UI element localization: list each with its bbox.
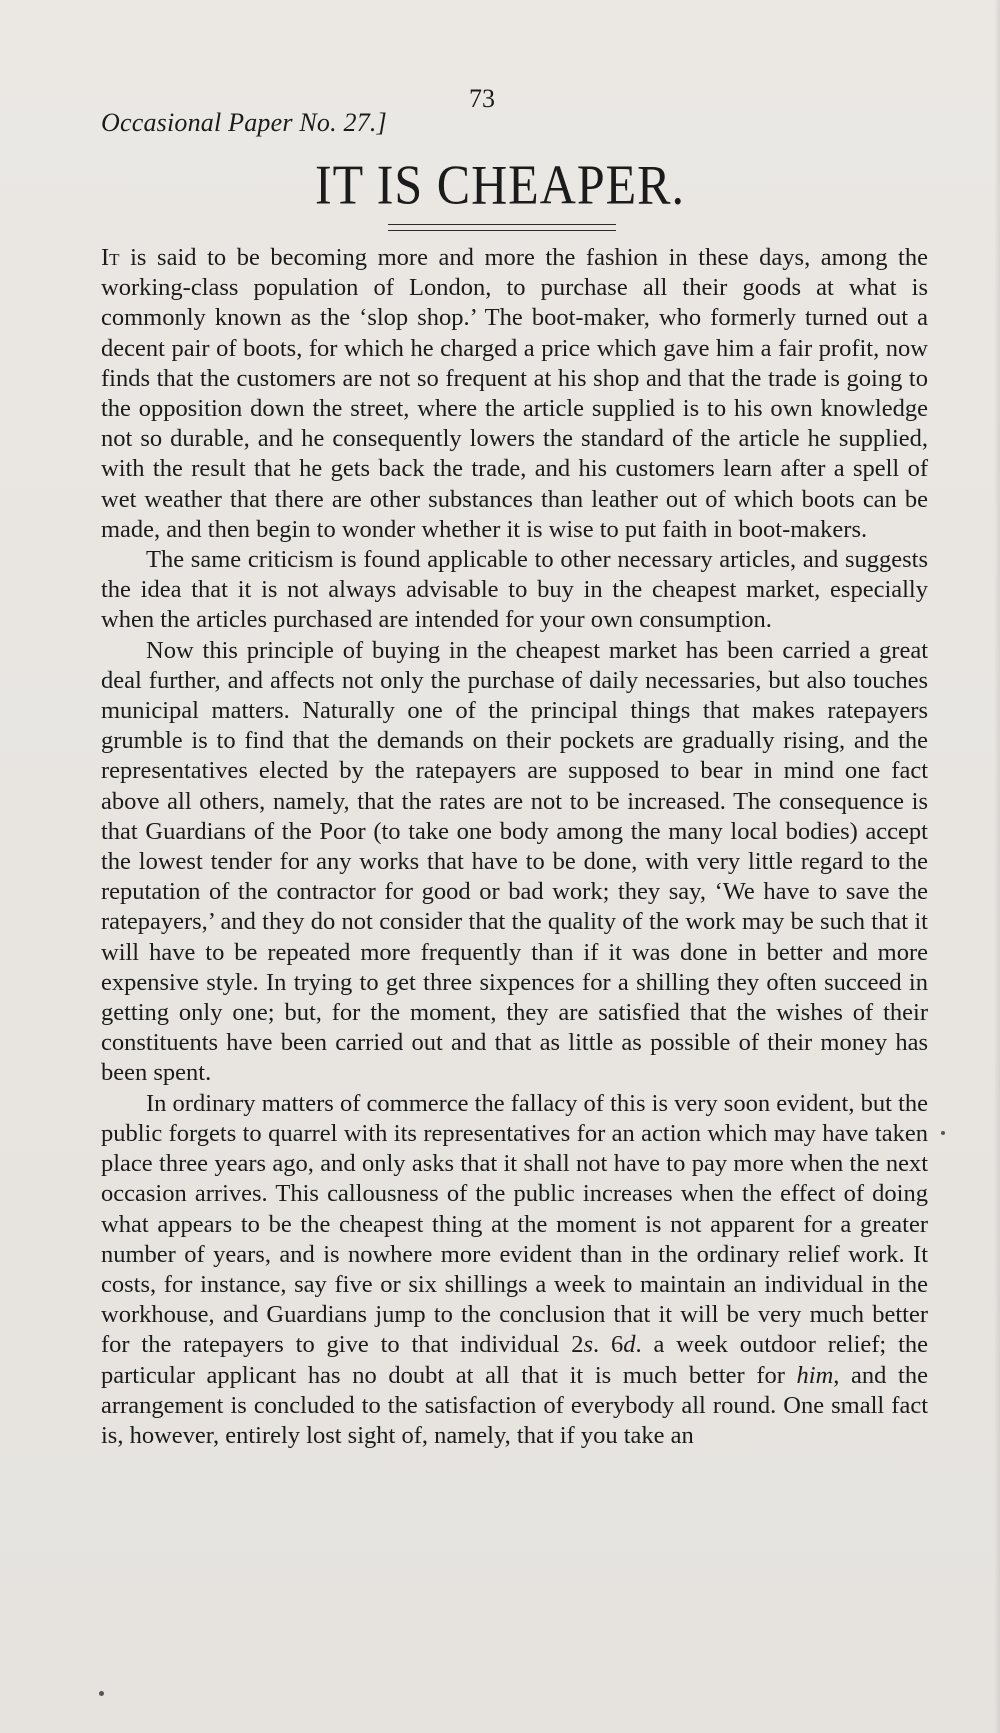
paragraph-4-text-b: . 6 — [593, 1331, 624, 1359]
article-title: IT IS CHEAPER. — [314, 153, 686, 216]
paragraph-1-text: is said to be becoming more and more the fashion in these days, among the working-class population of London, to purchase all their goods at what is commonly known as the ‘slop shop.’ The boot-maker, who formerly turned out a decent pair of boots, for which he charged a price which gave him a fair profit, now finds that the customers are not so frequent at his shop and that the trade is going to the opposition down the street, where the article supplied is to his own knowledge not so durable, and he consequently lowers the standard of the article he supplied, with the result that he gets back the trade, and his customers learn after a spell of wet weather that there are other substances than leather out of which boots can be made, and then begin to wonder whether it is wise to put faith in boot-makers. — [101, 244, 928, 543]
paragraph-4-text-c: . a week outdoor relief; the particular applicant has no doubt at all that it is much better for — [101, 1331, 929, 1389]
shillings-abbrev: s — [583, 1331, 594, 1359]
title-rule-top — [388, 224, 616, 225]
page-edge-shadow — [994, 0, 1000, 1733]
ink-dot — [99, 1691, 104, 1696]
series-label: Occasional Paper No. 27.] — [101, 108, 387, 137]
article-body — [101, 243, 928, 1451]
paragraph-1 — [101, 243, 928, 545]
paragraph-2: The same criticism is found applicable to other necessary articles, and suggests the idea that it is not always advisable to buy in the cheapest market, especially when the articles purchased are intended for your own consumption. — [101, 546, 928, 634]
paragraph-4-text-d: , and the arrangement is concluded to the satisfaction of everybody all round. One small fact is, however, entirely lost sight of, namely, that if you take an — [101, 1361, 928, 1449]
ink-speck — [941, 1131, 945, 1135]
paragraph-4-text-a: In ordinary matters of commerce the fallacy of this is very soon evident, but the public forgets to quarrel with its representatives for an action which may have taken place three years ago, and only asks that it shall not have to pay more when the next occasion arrives. This callousness of the public increases when the effect of doing what appears to be the cheapest thing at the moment is not apparent for a greater number of years, and is nowhere more evident than in the ordinary relief work. It costs, for instance, say five or six shillings a week to maintain an individual in the workhouse, and Guardians jump to the conclusion that it will be very much better for the ratepayers to give to that individual 2 — [101, 1089, 928, 1359]
paragraph-4 — [101, 1089, 928, 1451]
paragraph-3: Now this principle of buying in the cheapest market has been carried a great deal further, and affects not only the purchase of daily necessaries, but also touches municipal matters. Naturally one of the principal things that makes ratepayers grumble is to find that the demands on their pockets are gradually rising, and the representatives elected by the ratepayers are supposed to bear in mind one fact above all others, namely, that the rates are not to be increased. The consequence is that Guardians of the Poor (to take one body among the many local bodies) accept the lowest tender for any works that have to be done, with very little regard to the reputation of the contractor for good or bad work; they say, ‘We have to save the ratepayers,’ and they do not consider that the quality of the work may be such that it will have to be repeated more frequently than if it was done in better and more expensive style. In trying to get three sixpences for a shilling they often succeed in getting only one; but, for the moment, they are satisfied that the wishes of their constituents have been carried out and that as little as possible of their money has been spent. — [101, 636, 928, 1087]
title-rule-bottom — [388, 230, 616, 231]
emphasis-him: him — [796, 1361, 834, 1389]
drop-lead-word: It — [101, 244, 120, 271]
pence-abbrev: d — [623, 1331, 636, 1359]
page-number: 73 — [469, 84, 495, 113]
